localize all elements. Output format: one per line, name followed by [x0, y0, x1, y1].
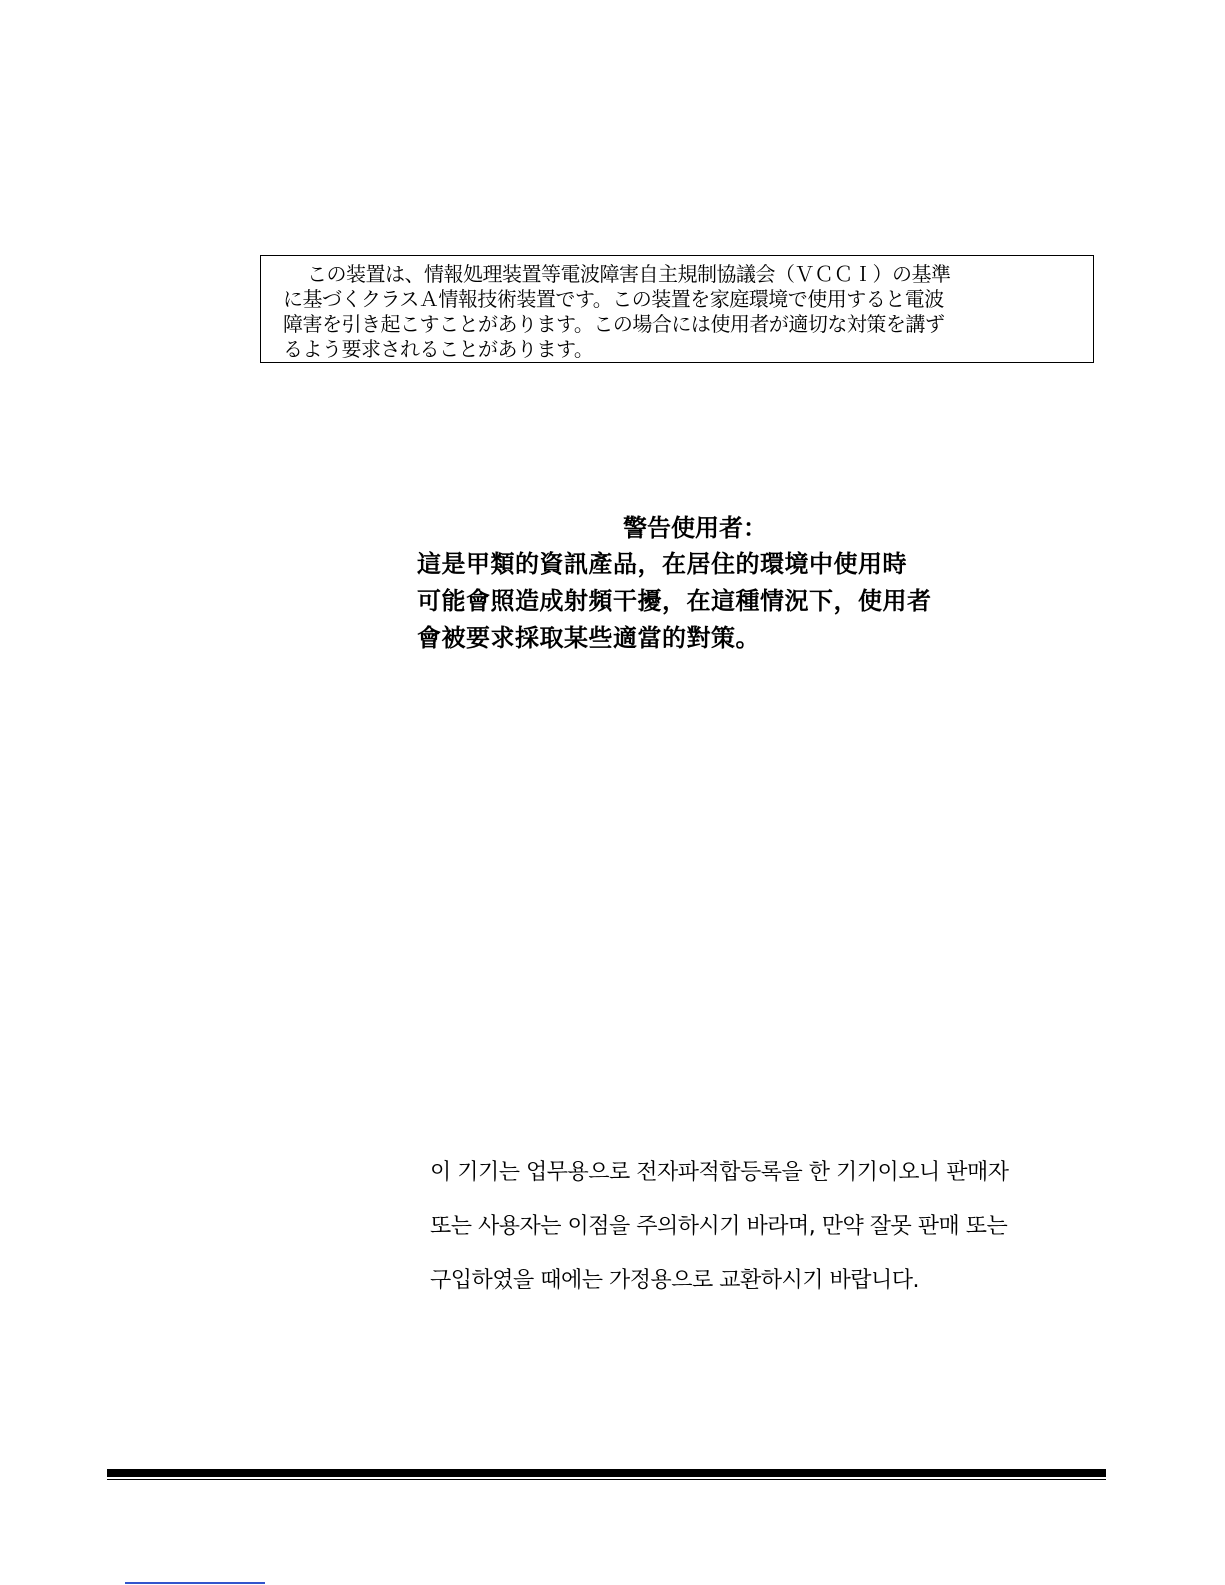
footer-link-underline: [125, 1582, 265, 1584]
taiwan-warning-line: 這是甲類的資訊產品，在居住的環境中使用時: [417, 550, 907, 578]
taiwan-warning: [417, 510, 1017, 657]
vcci-notice-line: に基づくクラスＡ情報技術装置です。この装置を家庭環境で使用すると電波: [283, 287, 944, 311]
korea-notice-line: 또는 사용자는 이점을 주의하시기 바라며, 만약 잘못 판매 또는: [430, 1214, 1008, 1239]
korea-notice-line: 이 기기는 업무용으로 전자파적합등록을 한 기기이오니 판매자: [430, 1160, 1009, 1185]
vcci-notice-line: るよう要求されることがあります。: [283, 337, 594, 361]
korea-notice-line: 구입하였을 때에는 가정용으로 교환하시기 바랍니다.: [430, 1268, 920, 1293]
taiwan-warning-line: 會被要求採取某些適當的對策。: [417, 624, 760, 652]
vcci-notice-line: この装置は、情報処理装置等電波障害自主規制協議会（ＶＣＣＩ）の基準: [307, 262, 951, 286]
taiwan-warning-title: 警告使用者：: [623, 514, 767, 542]
footer-rule: [107, 1469, 1106, 1477]
vcci-notice-line: 障害を引き起こすことがあります。この場合には使用者が適切な対策を講ず: [283, 312, 945, 336]
korea-notice: [430, 1146, 1090, 1308]
footer-rule-thin: [107, 1479, 1106, 1480]
taiwan-warning-line: 可能會照造成射頻干擾，在這種情況下，使用者: [417, 587, 932, 615]
vcci-notice-box: [260, 255, 1094, 363]
